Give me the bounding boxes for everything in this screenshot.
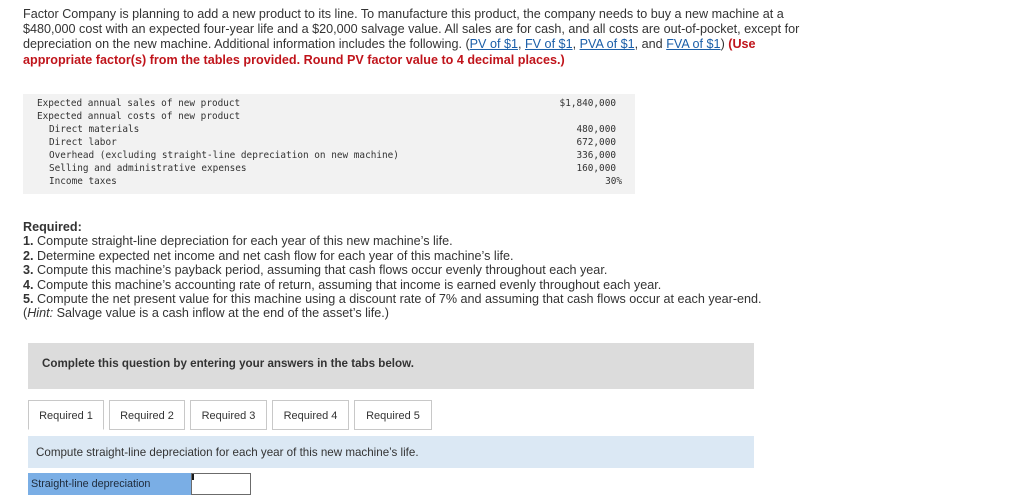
row-label: Expected annual costs of new product bbox=[37, 111, 241, 122]
product-data-table bbox=[23, 94, 635, 194]
link-separator: , bbox=[517, 37, 525, 52]
row-label: Income taxes bbox=[49, 176, 117, 187]
item-number: 5. bbox=[23, 292, 34, 307]
item-number: 2. bbox=[23, 248, 34, 263]
item-number: 3. bbox=[23, 263, 34, 278]
required-heading: Required: bbox=[23, 220, 82, 234]
tab-instruction-bar bbox=[28, 436, 754, 468]
problem-intro bbox=[23, 7, 823, 68]
hint-label: Hint: bbox=[27, 306, 54, 321]
row-label: Overhead (excluding straight-line depreciation on new machine) bbox=[49, 150, 399, 161]
hint-text: Salvage value is a cash inflow at the end of the asset’s life.) bbox=[53, 306, 389, 321]
required-item bbox=[23, 249, 762, 263]
table-row bbox=[23, 149, 635, 162]
answer-row-label: Straight-line depreciation bbox=[28, 473, 191, 495]
link-fva-of-1[interactable]: FVA of $1 bbox=[666, 37, 721, 52]
table-row bbox=[23, 123, 635, 136]
rounding-instruction: (Use appropriate factor(s) from the tables provided. Round PV factor value to 4 decimal places.) bbox=[23, 37, 756, 67]
item-text: Compute the net present value for this machine using a discount rate of 7% and assuming that cash flows occur at each year-end. bbox=[33, 292, 762, 307]
straight-line-depreciation-input[interactable] bbox=[191, 473, 251, 495]
tab-required-4[interactable]: Required 4 bbox=[272, 400, 349, 430]
link-fv-of-1[interactable]: FV of $1 bbox=[524, 37, 573, 52]
row-label: Selling and administrative expenses bbox=[49, 163, 247, 174]
row-value: 336,000 bbox=[576, 150, 616, 161]
link-separator: , bbox=[572, 37, 580, 52]
item-text: Compute this machine’s payback period, assuming that cash flows occur evenly throughout each year. bbox=[33, 263, 608, 278]
row-label: Expected annual sales of new product bbox=[37, 98, 241, 109]
item-number: 4. bbox=[23, 277, 34, 292]
table-row bbox=[23, 110, 635, 123]
link-pva-of-1[interactable]: PVA of $1 bbox=[579, 37, 635, 52]
complete-prompt: Complete this question by entering your answers in the tabs below. bbox=[42, 357, 414, 370]
row-label: Direct materials bbox=[49, 124, 140, 135]
item-text: Compute this machine’s accounting rate of return, assuming that income is earned evenly throughout each year. bbox=[33, 277, 662, 292]
required-item bbox=[23, 234, 762, 248]
hint-open: ( bbox=[23, 306, 28, 321]
item-text: Compute straight-line depreciation for each year of this new machine’s life. bbox=[33, 234, 453, 249]
required-section bbox=[23, 220, 762, 321]
tab-required-5[interactable]: Required 5 bbox=[354, 400, 432, 430]
tab-required-3[interactable]: Required 3 bbox=[190, 400, 267, 430]
required-item bbox=[23, 292, 762, 306]
hint bbox=[23, 306, 762, 320]
row-value: 160,000 bbox=[576, 163, 616, 174]
intro-text: Factor Company is planning to add a new product to its line. To manufacture this product, the company needs to buy a new machine at a $480,000 cost with an expected four-year life and a $20,000 salvage value. All sales are for cash, and all costs are out-of-pocket, except for depreciation on the new machine. Additional information includes the following. ( bbox=[23, 7, 800, 52]
link-pv-of-1[interactable]: PV of $1 bbox=[469, 37, 518, 52]
tab-required-2[interactable]: Required 2 bbox=[109, 400, 185, 430]
table-row bbox=[23, 162, 635, 175]
table-row bbox=[23, 175, 635, 188]
required-item bbox=[23, 278, 762, 292]
required-item bbox=[23, 263, 762, 277]
row-value: 30% bbox=[605, 176, 622, 187]
link-separator: , and bbox=[634, 37, 667, 52]
complete-question-bar bbox=[28, 343, 754, 389]
row-value: 672,000 bbox=[576, 137, 616, 148]
link-close-paren: ) bbox=[720, 37, 729, 52]
tab-required-1[interactable]: Required 1 bbox=[28, 400, 104, 430]
row-value: $1,840,000 bbox=[559, 98, 616, 109]
row-label: Direct labor bbox=[49, 137, 117, 148]
item-number: 1. bbox=[23, 234, 34, 249]
tab-instruction: Compute straight-line depreciation for each year of this new machine’s life. bbox=[36, 446, 419, 459]
item-text: Determine expected net income and net cash flow for each year of this machine’s life. bbox=[33, 248, 514, 263]
table-row bbox=[23, 97, 635, 110]
input-marker-icon bbox=[192, 474, 194, 480]
table-row bbox=[23, 136, 635, 149]
row-value: 480,000 bbox=[576, 124, 616, 135]
